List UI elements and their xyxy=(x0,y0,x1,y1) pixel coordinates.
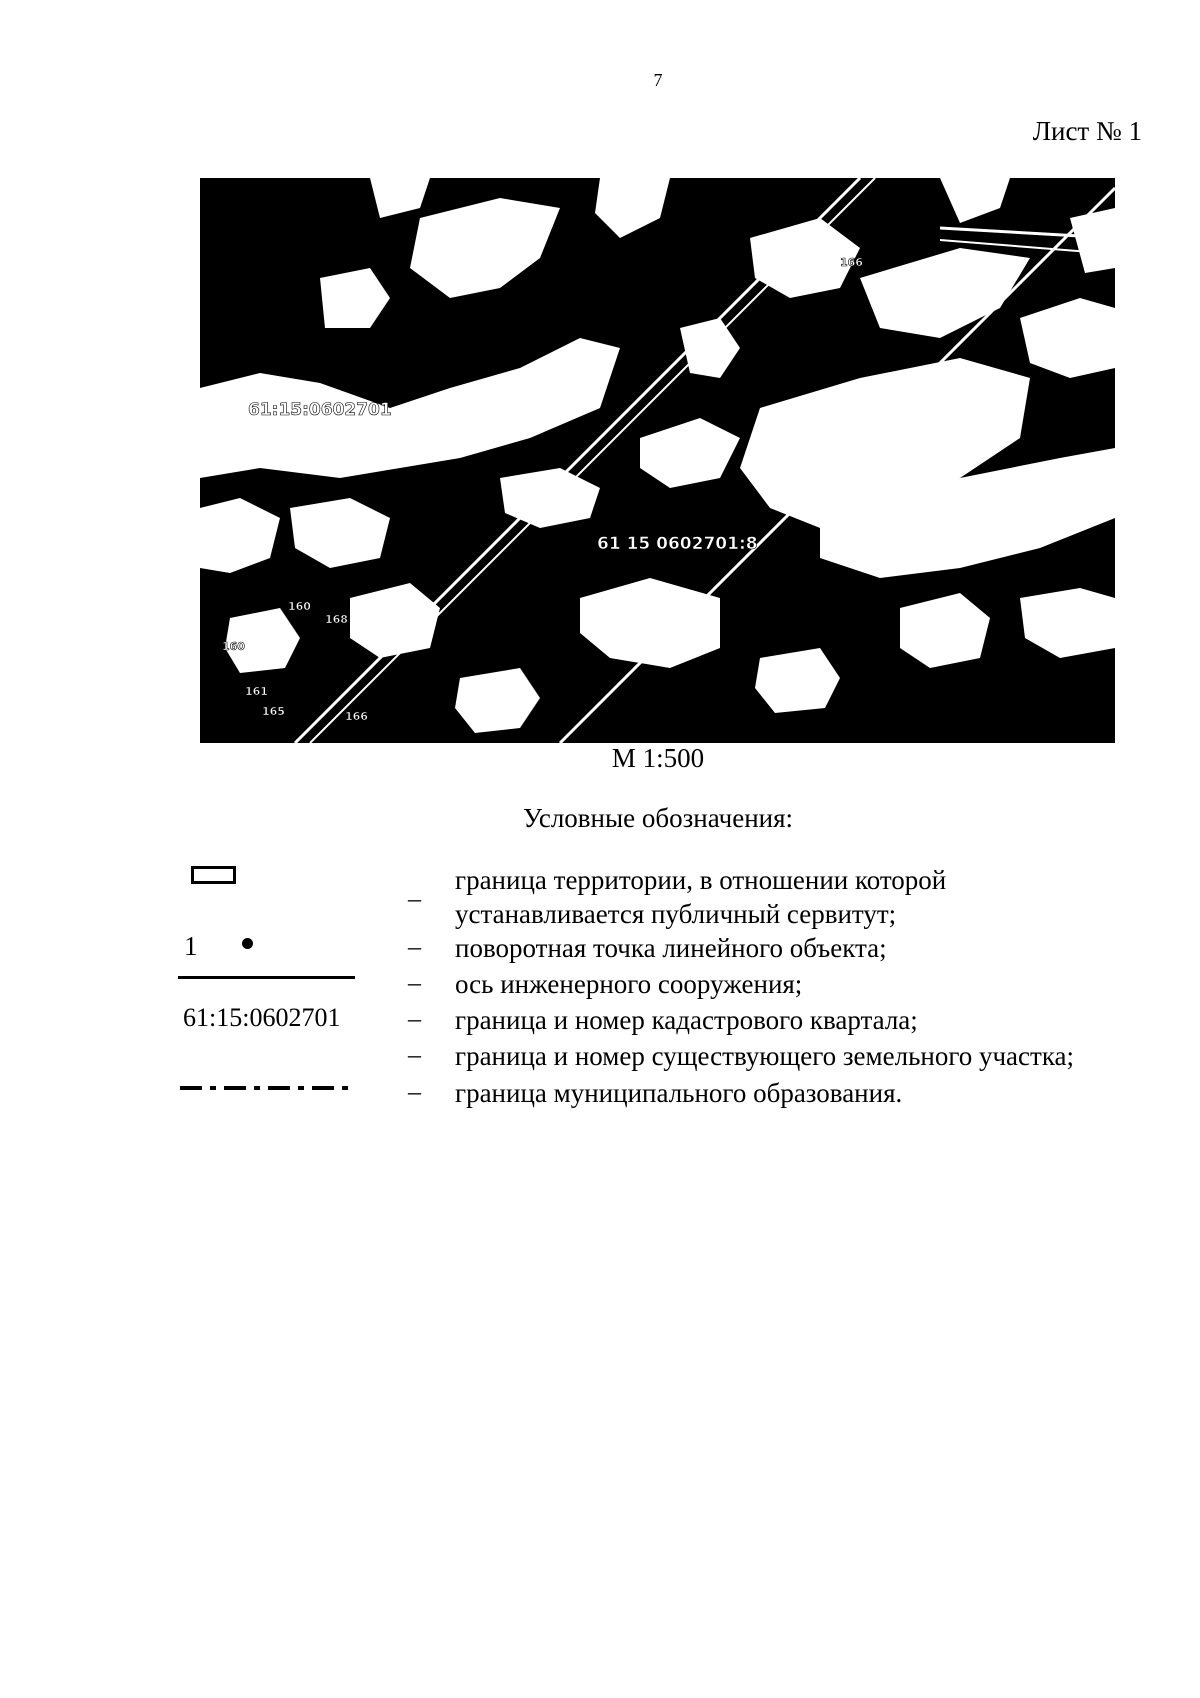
map-image xyxy=(200,178,1115,743)
point-dot-icon xyxy=(242,938,253,949)
legend-dash: – xyxy=(408,1077,421,1106)
point-label: 166 xyxy=(840,256,863,269)
point-label: 166 xyxy=(345,710,368,723)
legend-text: ось инженерного сооружения; xyxy=(455,969,803,999)
solid-line-icon xyxy=(178,976,355,979)
legend-text: поворотная точка линейного объекта; xyxy=(455,933,887,963)
legend-title: Условные обозначения: xyxy=(522,803,794,833)
sheet-label: Лист № 1 xyxy=(1032,116,1142,146)
legend-dash: – xyxy=(408,884,421,913)
point-label: 165 xyxy=(262,705,285,718)
point-label: 160 xyxy=(222,640,245,653)
legend-text: граница и номер существующего земельного участка; xyxy=(455,1041,1075,1071)
point-label: 168 xyxy=(325,613,348,626)
legend-text: граница территории, в отношении которой xyxy=(455,865,947,895)
dash-dot-line-icon xyxy=(180,1084,355,1092)
legend-dash: – xyxy=(408,932,421,961)
legend-text: граница и номер кадастрового квартала; xyxy=(455,1005,918,1035)
point-label: 161 xyxy=(245,685,268,698)
page-number: 7 xyxy=(653,70,663,90)
legend-dash: – xyxy=(408,1040,421,1069)
map-scale: М 1:500 xyxy=(611,743,705,773)
quarter-label: 61:15:0602701 xyxy=(248,400,392,420)
legend-dash: – xyxy=(408,1004,421,1033)
legend-dash: – xyxy=(408,968,421,997)
point-number: 1 xyxy=(184,931,198,961)
legend-text: устанавливается публичный сервитут; xyxy=(455,899,897,929)
parcel-label: 61 15 0602701:8 xyxy=(597,534,758,554)
legend-text: граница муниципального образования. xyxy=(455,1078,903,1108)
rectangle-icon xyxy=(191,866,236,884)
point-label: 160 xyxy=(288,600,311,613)
map-drawing xyxy=(200,178,1115,743)
quarter-code: 61:15:0602701 xyxy=(183,1003,341,1032)
